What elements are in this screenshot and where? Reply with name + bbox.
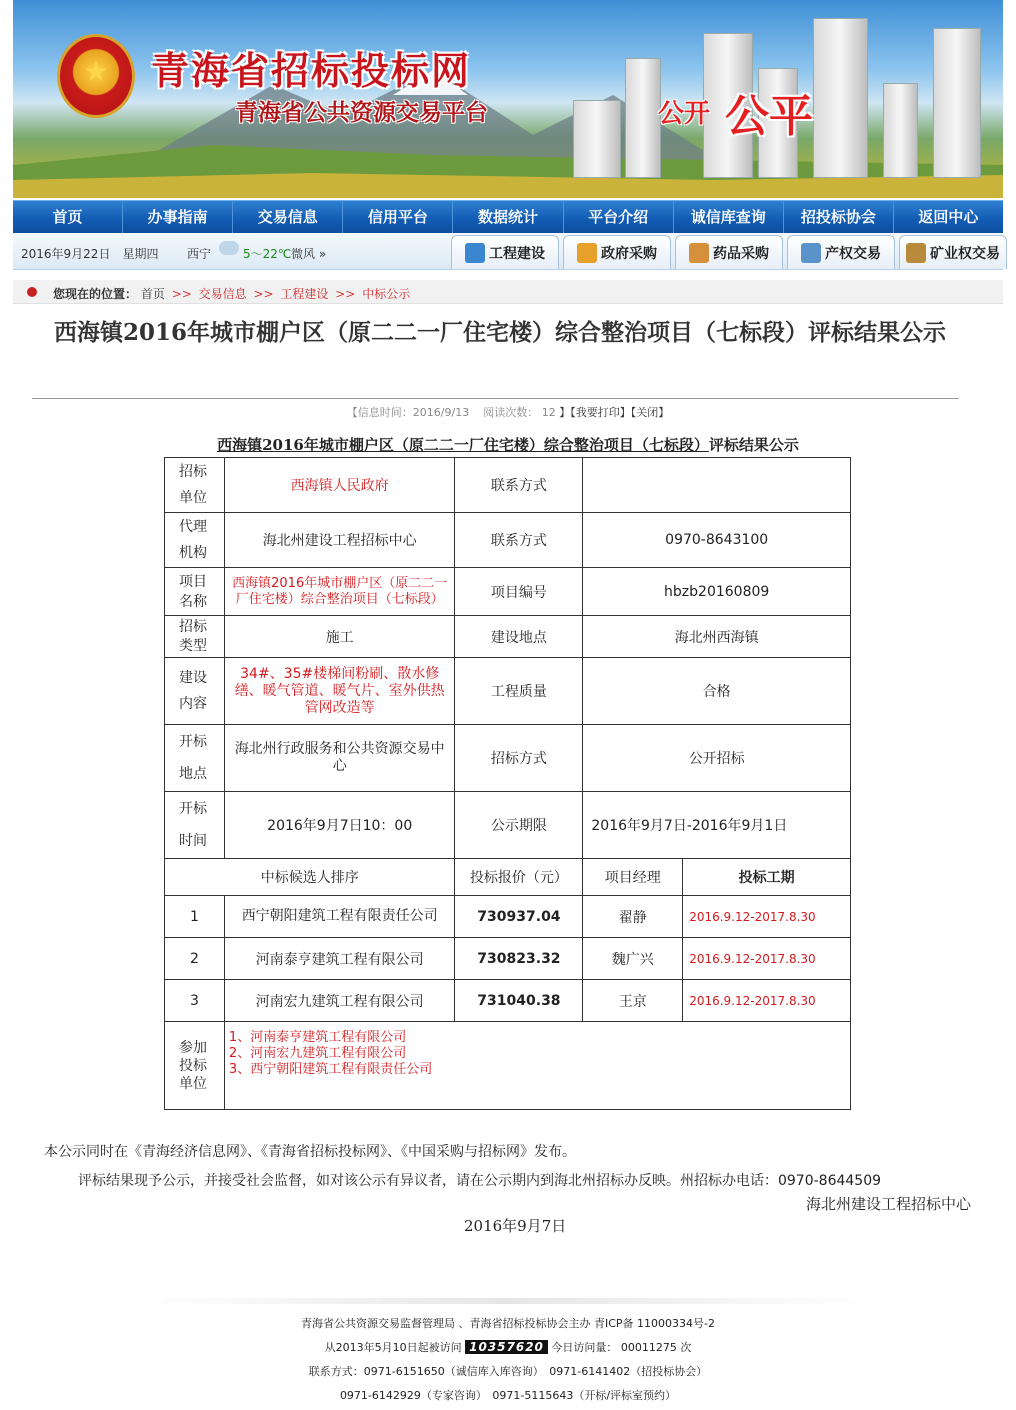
candidate-duration: 2016.9.12-2017.8.30: [683, 896, 851, 938]
agency-contact-value: 0970-8643100: [583, 513, 851, 568]
candidate-name: 河南宏九建筑工程有限公司: [224, 980, 455, 1022]
person-icon: [577, 243, 597, 263]
nav-credit-query[interactable]: 诚信库查询: [674, 201, 784, 233]
tab-gov-procurement[interactable]: 政府采购: [563, 235, 671, 269]
candidate-name: 河南泰亨建筑工程有限公司: [224, 938, 455, 980]
nav-statistics[interactable]: 数据统计: [453, 201, 563, 233]
title-divider: [32, 398, 959, 399]
label-contact: 联系方式: [455, 513, 583, 568]
label-tenderer: 招标单位: [165, 458, 225, 513]
building-5: [813, 18, 868, 178]
tenderer-contact-value: [583, 458, 851, 513]
header-candidates: 中标候选人排序: [165, 859, 455, 896]
participants-list: [224, 1022, 850, 1110]
quality-value: 合格: [583, 658, 851, 725]
nav-credit[interactable]: 信用平台: [343, 201, 453, 233]
footer-divider: [140, 1298, 876, 1304]
breadcrumb-engineering[interactable]: 工程建设: [280, 287, 329, 301]
table-header-row: [165, 859, 851, 896]
visit-counter: 10357620: [465, 1340, 548, 1354]
tenderer-value: 西海镇人民政府: [224, 458, 455, 513]
nav-back-center[interactable]: 返回中心: [918, 208, 979, 226]
candidate-duration: 2016.9.12-2017.8.30: [683, 938, 851, 980]
site-value: 海北州西海镇: [583, 616, 851, 658]
participant-item: 3、西宁朝阳建筑工程有限责任公司: [228, 1062, 433, 1077]
table-row: [165, 616, 851, 658]
table-row: [165, 658, 851, 725]
footer-sponsor: 青海省公共资源交易监督管理局 、青海省招标投标协会主办 青ICP备 11000334号-2: [300, 1317, 715, 1330]
building-6: [883, 83, 918, 178]
nav-about[interactable]: 平台介绍: [564, 201, 674, 233]
open-place-value: 海北州行政服务和公共资源交易中心: [224, 725, 455, 792]
candidate-name: 西宁朝阳建筑工程有限责任公司: [224, 896, 455, 938]
info-time: 2016/9/13: [412, 406, 470, 419]
notice-date: 2016年9月7日: [464, 1217, 567, 1235]
print-link[interactable]: 【我要打印】: [570, 406, 631, 419]
breadcrumb-trade-info[interactable]: 交易信息: [198, 287, 247, 301]
nav-home[interactable]: 首页: [13, 201, 123, 233]
candidate-price: 731040.38: [455, 980, 583, 1022]
pills-icon: [689, 243, 709, 263]
building-2: [625, 58, 661, 178]
tab-property-trade[interactable]: 产权交易: [787, 235, 895, 269]
result-table: [164, 457, 851, 1110]
candidate-manager: 翟静: [583, 896, 683, 938]
table-row: [165, 938, 851, 980]
participant-item: 2、河南宏九建筑工程有限公司: [228, 1046, 407, 1061]
candidate-manager: 王京: [583, 980, 683, 1022]
location-icon: [27, 287, 37, 297]
category-tabs: [451, 235, 1011, 269]
site-subtitle: 青海省公共资源交易平台: [235, 99, 488, 126]
table-row: [165, 1022, 851, 1110]
table-row: [165, 792, 851, 859]
header-manager: 项目经理: [583, 859, 683, 896]
label-project-no: 项目编号: [455, 568, 583, 616]
view-count: 12: [541, 406, 556, 419]
main-nav: [13, 200, 1003, 233]
candidate-rank: 2: [165, 938, 225, 980]
period-value: 2016年9月7日-2016年9月1日: [583, 792, 851, 859]
nav-association[interactable]: 招投标协会: [784, 201, 894, 233]
nav-trade-info[interactable]: 交易信息: [233, 201, 343, 233]
header-price: 投标报价（元）: [455, 859, 583, 896]
document-icon: [801, 243, 821, 263]
label-project-name: 项目名称: [165, 568, 225, 616]
mine-icon: [906, 243, 926, 263]
tab-engineering[interactable]: 工程建设: [451, 235, 559, 269]
label-agency: 代理机构: [165, 513, 225, 568]
info-bar: [13, 233, 1003, 270]
publish-notice: 本公示同时在《青海经济信息网》、《青海省招标投标网》、《中国采购与招标网》发布。: [44, 1144, 576, 1160]
footer-contacts: 联系方式：0971-6151650（诚信库入库咨询） 0971-6141402（招投标协会）: [308, 1365, 708, 1378]
table-row: [165, 458, 851, 513]
signer: 海北州建设工程招标中心: [805, 1195, 971, 1213]
today-count: 00011275: [620, 1341, 677, 1354]
label-site: 建设地点: [455, 616, 583, 658]
close-link[interactable]: 【关闭】: [630, 406, 670, 419]
current-date: 2016年9月22日 星期四: [21, 247, 159, 261]
site-title: 青海省招标投标网: [151, 48, 472, 93]
label-method: 招标方式: [455, 725, 583, 792]
breadcrumb-award-notice[interactable]: 中标公示: [362, 287, 411, 301]
weather-city: 西宁: [187, 247, 212, 261]
breadcrumb-separator: >>: [253, 287, 274, 301]
table-row: [165, 896, 851, 938]
open-time-value: 2016年9月7日10：00: [224, 792, 455, 859]
table-caption: 西海镇2016年城市棚户区（原二二一厂住宅楼）综合整治项目（七标段）评标结果公示: [217, 436, 799, 454]
candidate-manager: 魏广兴: [583, 938, 683, 980]
tender-type-value: 施工: [224, 616, 455, 658]
label-quality: 工程质量: [455, 658, 583, 725]
label-open-place: 开标地点: [165, 725, 225, 792]
slogan-open: 公开: [658, 99, 711, 129]
breadcrumb-label: 您现在的位置：: [53, 287, 138, 301]
weather-wind[interactable]: 微风 »: [291, 247, 327, 261]
article-meta: 【信息时间：2016/9/13 阅读次数： 12 】【我要打印】【关闭】: [346, 406, 670, 419]
footer-contacts-2: 0971-6142929（专家咨询） 0971-5115643（开标/评标室预约）: [339, 1389, 677, 1402]
slogan-fair: 公平: [725, 91, 813, 142]
breadcrumb: [13, 280, 1003, 304]
label-content: 建设内容: [165, 658, 225, 725]
header-duration: 投标工期: [683, 859, 851, 896]
tab-drug-procurement[interactable]: 药品采购: [675, 235, 783, 269]
weather-temperature: 5～22℃: [243, 247, 292, 261]
label-period: 公示期限: [455, 792, 583, 859]
nav-guide[interactable]: 办事指南: [123, 201, 233, 233]
page-title: 西海镇2016年城市棚户区（原二二一厂住宅楼）综合整治项目（七标段）评标结果公示: [53, 319, 946, 346]
participant-item: 1、河南泰亨建筑工程有限公司: [228, 1030, 407, 1045]
method-value: 公开招标: [583, 725, 851, 792]
weather-icon: [219, 241, 239, 255]
footer-visits: 从2013年5月10日起被访问 10357620 今日访问量： 00011275 次: [324, 1340, 692, 1354]
tab-mining-rights[interactable]: 矿业权交易: [899, 235, 1007, 269]
candidate-price: 730823.32: [455, 938, 583, 980]
candidate-price: 730937.04: [455, 896, 583, 938]
label-tender-type: 招标类型: [165, 616, 225, 658]
project-name-value: 西海镇2016年城市棚户区（原二二一厂住宅楼）综合整治项目（七标段）: [224, 568, 455, 616]
label-contact: 联系方式: [455, 458, 583, 513]
building-7: [933, 28, 981, 178]
table-row: [165, 980, 851, 1022]
table-row: [165, 725, 851, 792]
supervision-notice: 评标结果现予公示，并接受社会监督，如对该公示有异议者，请在公示期内到海北州招标办反映。州招标办电话：0970-8644509: [78, 1173, 882, 1189]
candidate-rank: 3: [165, 980, 225, 1022]
project-no-value: hbzb20160809: [583, 568, 851, 616]
breadcrumb-separator: >>: [171, 287, 192, 301]
agency-value: 海北州建设工程招标中心: [224, 513, 455, 568]
label-participants: 参加投标单位: [165, 1022, 225, 1110]
breadcrumb-separator: >>: [335, 287, 356, 301]
candidate-duration: 2016.9.12-2017.8.30: [683, 980, 851, 1022]
candidate-rank: 1: [165, 896, 225, 938]
label-open-time: 开标时间: [165, 792, 225, 859]
building-icon: [465, 243, 485, 263]
building-1: [573, 100, 621, 178]
table-row: [165, 568, 851, 616]
table-row: [165, 513, 851, 568]
site-banner: [13, 0, 1003, 198]
content-value: 34#、35#楼梯间粉刷、散水修缮、暖气管道、暖气片、室外供热管网改造等: [224, 658, 455, 725]
breadcrumb-home[interactable]: 首页: [140, 287, 165, 301]
national-emblem-icon: ★: [57, 34, 135, 118]
